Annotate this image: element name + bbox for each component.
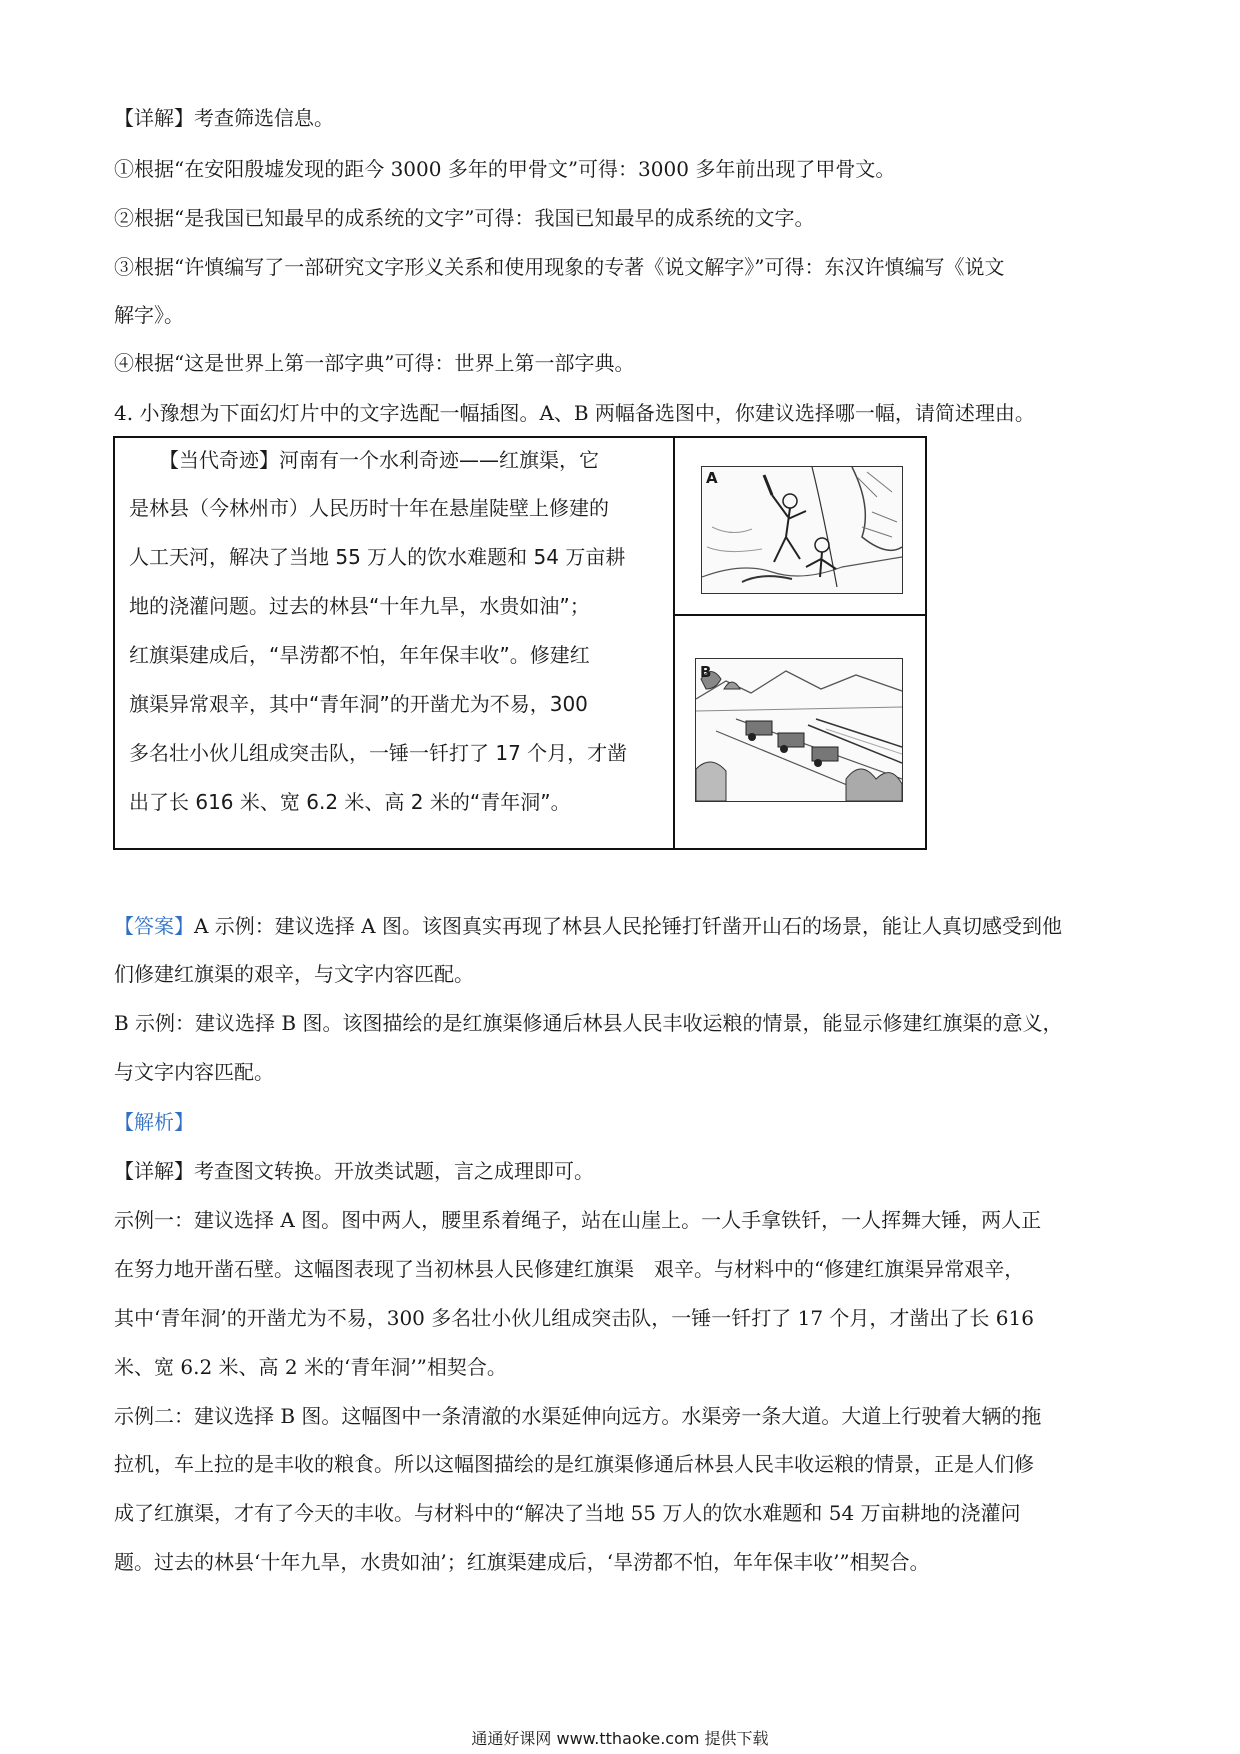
- slide-line-7: 多名壮小伙儿组成突击队，一锤一钎打了 17 个月，才凿: [129, 741, 628, 765]
- analysis-line-9: 题。过去的林县‘十年九旱，水贵如油’；红旗渠建成后，‘旱涝都不怕，年年保丰收’”相契合。: [114, 1550, 930, 1574]
- page-footer: 通通好课网 www.tthaoke.com 提供下载: [471, 1729, 769, 1748]
- slide-box: [113, 436, 927, 850]
- answer-line-1: [114, 914, 1062, 938]
- slide-line-8: 出了长 616 米、宽 6.2 米、高 2 米的“青年洞”。: [129, 790, 571, 814]
- image-b-cell: [675, 616, 925, 848]
- slide-line-5: 红旗渠建成后，“旱涝都不怕，年年保丰收”。修建红: [129, 643, 590, 667]
- question-stem: 4. 小豫想为下面幻灯片中的文字选配一幅插图。A、B 两幅备选图中，你建议选择哪一幅，请简述理由。: [114, 401, 1035, 425]
- analysis-line-2: 示例一：建议选择 A 图。图中两人，腰里系着绳子，站在山崖上。一人手拿铁钎，一人挥舞大锤，两人正: [114, 1208, 1042, 1232]
- answer-line-2: 们修建红旗渠的艰辛，与文字内容匹配。: [114, 962, 474, 986]
- analysis-line-1: 【详解】考查图文转换。开放类试题，言之成理即可。: [114, 1159, 594, 1183]
- illustration-b: [695, 658, 903, 802]
- section1-heading: 【详解】考查筛选信息。: [114, 106, 334, 130]
- slide-line-4: 地的浇灌问题。过去的林县“十年九旱，水贵如油”；: [129, 594, 590, 618]
- illustration-a: [701, 466, 903, 594]
- answer-tag: 【答案】: [114, 914, 194, 938]
- analysis-line-6: 示例二：建议选择 B 图。这幅图中一条清澈的水渠延伸向远方。水渠旁一条大道。大道上行驶着大辆的拖: [114, 1404, 1042, 1428]
- analysis-line-4: 其中‘青年洞’的开凿尤为不易，300 多名壮小伙儿组成突击队，一锤一钎打了 17 个月，才凿出了长 616: [114, 1306, 1034, 1330]
- slide-text: [115, 438, 675, 848]
- image-b-label: B: [700, 663, 712, 681]
- analysis-line-3: 在努力地开凿石壁。这幅图表现了当初林县人民修建红旗渠 艰辛。与材料中的“修建红旗渠异常艰辛，: [114, 1257, 1025, 1281]
- analysis-tag: 【解析】: [114, 1110, 194, 1134]
- answer-text-1: A 示例：建议选择 A 图。该图真实再现了林县人民抡锤打钎凿开山石的场景，能让人真切感受到他: [194, 914, 1062, 938]
- section1-item-4: ④根据“这是世界上第一部字典”可得：世界上第一部字典。: [114, 351, 635, 375]
- image-a-label: A: [706, 469, 718, 487]
- analysis-line-8: 成了红旗渠，才有了今天的丰收。与材料中的“解决了当地 55 万人的饮水难题和 54 万亩耕地的浇灌问: [114, 1501, 1021, 1525]
- analysis-line-7: 拉机，车上拉的是丰收的粮食。所以这幅图描绘的是红旗渠修通后林县人民丰收运粮的情景，正是人们修: [114, 1452, 1034, 1476]
- slide-line-2: 是林县（今林州市）人民历时十年在悬崖陡壁上修建的: [129, 496, 609, 520]
- slide-line-3: 人工天河，解决了当地 55 万人的饮水难题和 54 万亩耕: [129, 545, 626, 569]
- answer-line-4: 与文字内容匹配。: [114, 1060, 274, 1084]
- section1-item-2: ②根据“是我国已知最早的成系统的文字”可得：我国已知最早的成系统的文字。: [114, 206, 815, 230]
- slide-line-1: 【当代奇迹】河南有一个水利奇迹——红旗渠，它: [129, 448, 599, 472]
- section1-item-1: ①根据“在安阳殷墟发现的距今 3000 多年的甲骨文”可得：3000 多年前出现了甲骨文。: [114, 157, 896, 181]
- image-a-cell: [675, 438, 925, 616]
- section1-item-3: ③根据“许慎编写了一部研究文字形义关系和使用现象的专著《说文解字》”可得：东汉许慎编写《说文: [114, 255, 1005, 279]
- section1-item-3-cont: 解字》。: [114, 303, 184, 327]
- analysis-line-5: 米、宽 6.2 米、高 2 米的‘青年洞’”相契合。: [114, 1355, 507, 1379]
- slide-line-6: 旗渠异常艰辛，其中“青年洞”的开凿尤为不易，300: [129, 692, 588, 716]
- answer-line-3: B 示例：建议选择 B 图。该图描绘的是红旗渠修通后林县人民丰收运粮的情景，能显示修建红旗渠的意义，: [114, 1011, 1063, 1035]
